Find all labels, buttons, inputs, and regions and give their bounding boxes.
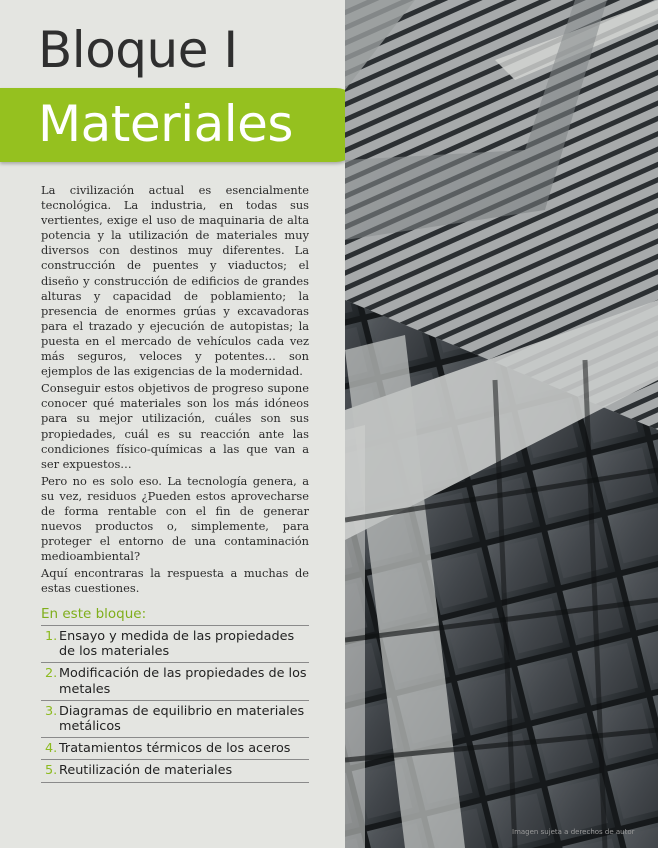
item-number: 1. [45, 629, 58, 644]
item-number: 4. [45, 741, 58, 757]
paragraph: Pero no es solo eso. La tecnología genera, a su vez, residuos ¿Pueden estos aprovecharse de forma rentable con el fin de generar nuevos productos o, simplemente, para proteger el entorno de una contaminación medioambiental? [41, 473, 309, 564]
title-band [0, 88, 358, 162]
list-item[interactable] [41, 700, 309, 737]
paragraph: Aquí encontraras la respuesta a muchas de estas cuestiones. [41, 566, 309, 596]
list-item[interactable] [41, 662, 309, 699]
image-credit: Imagen sujeta a derechos de autor [512, 828, 635, 836]
item-label: Tratamientos térmicos de los aceros [59, 741, 291, 757]
item-label: Modificación de las propiedades de los metales [59, 666, 307, 697]
list-item[interactable] [41, 737, 309, 759]
item-number: 3. [45, 703, 58, 719]
intro-text [41, 183, 309, 599]
item-number: 2. [45, 666, 58, 682]
item-label: Reutilización de materiales [59, 763, 233, 779]
item-number: 5. [45, 763, 58, 779]
contents-list [41, 625, 309, 783]
page-title: Materiales [38, 95, 293, 153]
block-label: Bloque I [38, 21, 238, 79]
building-photo [345, 0, 658, 848]
list-item[interactable] [41, 625, 309, 662]
item-label: Ensayo y medida de las propiedades de los materiales [59, 629, 295, 660]
paragraph: Conseguir estos objetivos de progreso supone conocer qué materiales son los más idóneos para su mejor utilización, cuáles son sus propiedades, cuál es su reacción ante las condiciones físico-químicas a las que van a ser expuestos… [41, 381, 309, 471]
paragraph: La civilización actual es esencialmente tecnológica. La industria, en todas sus vertientes, exige el uso de maquinaria de alta potencia y la utilización de materiales muy diversos con destinos muy diferentes. La construcción de puentes y viaductos; el diseño y construcción de edificios de grandes alturas y capacidad de poblamiento; la presencia de enormes grúas y excavadoras para el trazado y ejecución de autopistas; la puesta en el mercado de vehículos cada vez más seguros, veloces y potentes… son ejemplos de las exigencias de la modernidad. [41, 183, 309, 379]
contents-heading: En este bloque: [41, 606, 147, 622]
list-item[interactable] [41, 759, 309, 782]
item-label: Diagramas de equilibrio en materiales metálicos [59, 703, 305, 735]
